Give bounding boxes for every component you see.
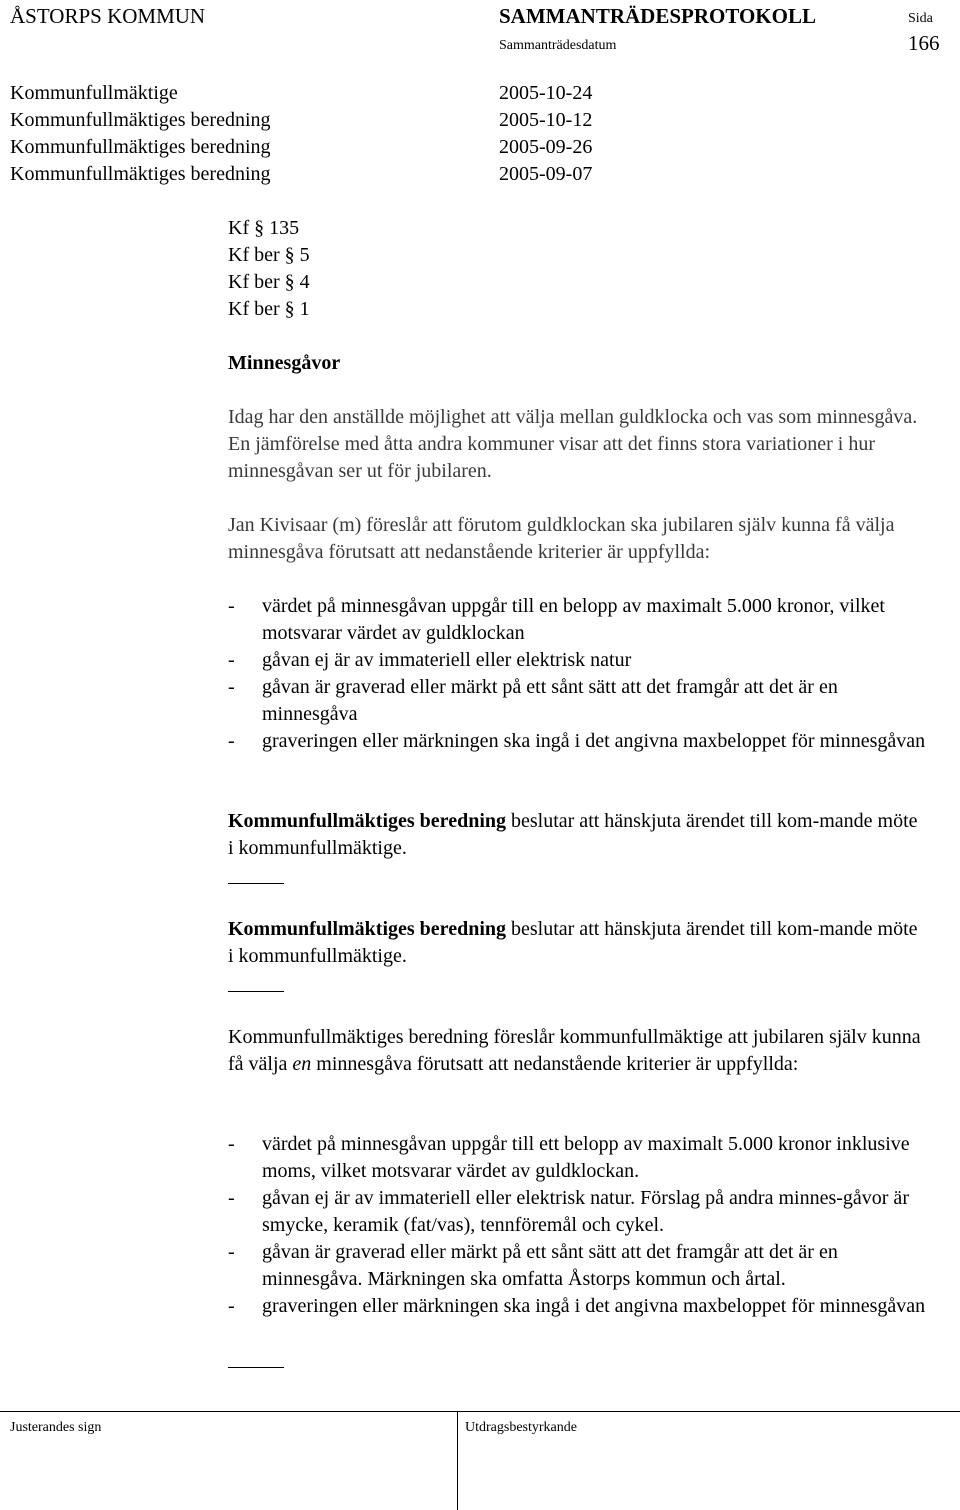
list-item bbox=[228, 593, 928, 647]
meeting-date: 2005-09-26 bbox=[499, 136, 593, 158]
footer-signature-label: Justerandes sign bbox=[10, 1420, 102, 1435]
paragraph-ref: Kf § 135 bbox=[228, 217, 300, 239]
criterion-text: graveringen eller märkningen ska ingå i det angivna maxbeloppet för minnesgåvan bbox=[262, 1295, 926, 1317]
proposal-paragraph: Jan Kivisaar (m) föreslår att förutom guldklockan ska jubilaren själv kunna få välja minnesgåva förutsatt att nedanstående kriterier är uppfyllda: bbox=[228, 514, 895, 563]
list-item bbox=[228, 1131, 928, 1185]
dash-marker: - bbox=[228, 595, 235, 617]
meeting-body: Kommunfullmäktiges beredning bbox=[10, 163, 271, 185]
decision-text: beslutar att hänskjuta ärendet till kom-mande möte i kommunfullmäktige. bbox=[228, 810, 918, 859]
meeting-body: Kommunfullmäktiges beredning bbox=[10, 136, 271, 158]
final-criteria-list bbox=[228, 1131, 928, 1320]
dash-marker: - bbox=[228, 1241, 235, 1263]
footer-rule bbox=[0, 1411, 960, 1412]
paragraph-ref: Kf ber § 1 bbox=[228, 298, 310, 320]
paragraph-ref: Kf ber § 5 bbox=[228, 244, 310, 266]
criterion-text: gåvan ej är av immateriell eller elektrisk natur. Förslag på andra minnes-gåvor är smycke, keramik (fat/vas), tennföremål och cykel. bbox=[262, 1187, 909, 1236]
decision-paragraph bbox=[228, 808, 928, 862]
dash-marker: - bbox=[228, 649, 235, 671]
emphasis-text: en bbox=[292, 1053, 312, 1075]
intro-paragraph: Idag har den anställde möjlighet att välja mellan guldklocka och vas som minnesgåva. En jämförelse med åtta andra kommuner visar att det finns stora variationer i hur minnesgåvan ser ut för jubilaren. bbox=[228, 406, 918, 482]
criterion-text: gåvan är graverad eller märkt på ett sånt sätt att det framgår att det är en minnesgåva. Märkningen ska omfatta Åstorps kommun och årtal. bbox=[262, 1241, 838, 1290]
decision-text: beslutar att hänskjuta ärendet till kom-mande möte i kommunfullmäktige. bbox=[228, 918, 918, 967]
decision-body: Kommunfullmäktiges beredning bbox=[228, 918, 506, 940]
separator-line bbox=[228, 991, 284, 992]
proposal-text: minnesgåva förutsatt att nedanstående kriterier är uppfyllda: bbox=[311, 1053, 799, 1075]
meeting-date: 2005-10-12 bbox=[499, 109, 593, 131]
separator-line bbox=[228, 883, 284, 884]
footer-certification-label: Utdragsbestyrkande bbox=[465, 1420, 577, 1435]
list-item bbox=[228, 728, 928, 755]
page-label: Sida bbox=[908, 11, 933, 26]
proposal-criteria-list bbox=[228, 593, 928, 755]
dash-marker: - bbox=[228, 730, 235, 752]
meeting-date: 2005-09-07 bbox=[499, 163, 593, 185]
section-title: Minnesgåvor bbox=[228, 352, 341, 374]
dash-marker: - bbox=[228, 1133, 235, 1155]
separator-line bbox=[228, 1367, 284, 1368]
list-item bbox=[228, 1185, 928, 1239]
paragraph-ref: Kf ber § 4 bbox=[228, 271, 310, 293]
final-proposal-paragraph bbox=[228, 1024, 928, 1078]
document-type: SAMMANTRÄDESPROTOKOLL bbox=[499, 4, 816, 28]
list-item bbox=[228, 1239, 928, 1293]
dash-marker: - bbox=[228, 676, 235, 698]
dash-marker: - bbox=[228, 1295, 235, 1317]
org-name: ÅSTORPS KOMMUN bbox=[10, 4, 206, 28]
list-item bbox=[228, 1293, 928, 1320]
dash-marker: - bbox=[228, 1187, 235, 1209]
footer-divider bbox=[457, 1411, 458, 1510]
page-number: 166 bbox=[908, 31, 940, 55]
criterion-text: värdet på minnesgåvan uppgår till ett belopp av maximalt 5.000 kronor inklusive moms, vilket motsvarar värdet av guldklockan. bbox=[262, 1133, 910, 1182]
meeting-date: 2005-10-24 bbox=[499, 82, 593, 104]
proposal-text: Kommunfullmäktiges beredning föreslår kommunfullmäktige att jubilaren själv kunna få välja bbox=[228, 1026, 921, 1075]
criterion-text: gåvan ej är av immateriell eller elektrisk natur bbox=[262, 649, 632, 671]
list-item bbox=[228, 647, 928, 674]
decision-paragraph bbox=[228, 916, 928, 970]
criterion-text: gåvan är graverad eller märkt på ett sånt sätt att det framgår att det är en minnesgåva bbox=[262, 676, 838, 725]
criterion-text: värdet på minnesgåvan uppgår till en belopp av maximalt 5.000 kronor, vilket motsvarar värdet av guldklockan bbox=[262, 595, 885, 644]
meeting-date-label: Sammanträdesdatum bbox=[499, 38, 617, 53]
meeting-body: Kommunfullmäktige bbox=[10, 82, 178, 104]
list-item bbox=[228, 674, 928, 728]
meeting-body: Kommunfullmäktiges beredning bbox=[10, 109, 271, 131]
criterion-text: graveringen eller märkningen ska ingå i det angivna maxbeloppet för minnesgåvan bbox=[262, 730, 926, 752]
decision-body: Kommunfullmäktiges beredning bbox=[228, 810, 506, 832]
